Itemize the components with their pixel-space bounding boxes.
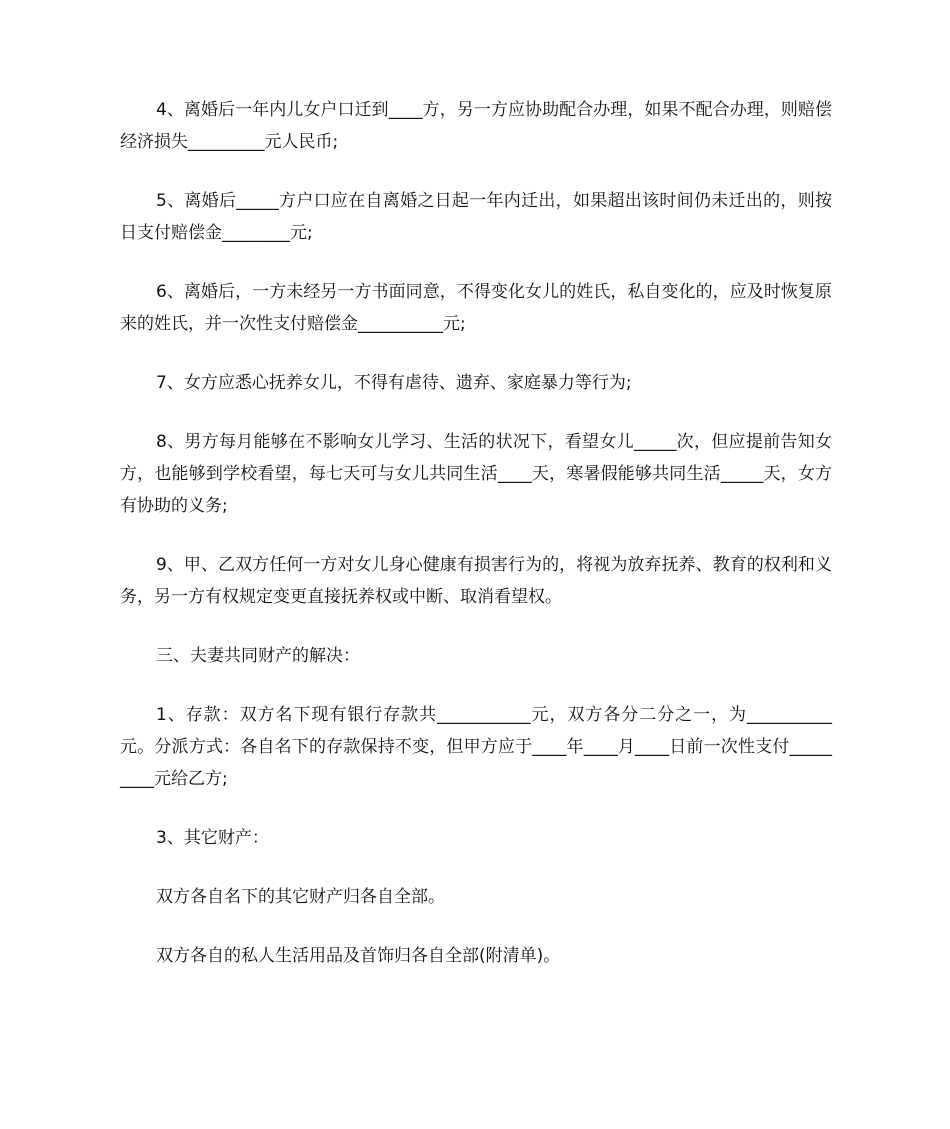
clause-visitation: 8、男方每月能够在不影响女儿学习、生活的状况下，看望女儿_____次，但应提前告知女方，也能够到学校看望，每七天可与女儿共同生活____天，寒暑假能够共同生活_____天，女方有协助的义务; <box>120 432 832 516</box>
paragraph-gap <box>120 795 832 822</box>
paragraph-gap <box>120 158 832 185</box>
clause-hukou-move-out: 5、离婚后_____方户口应在自离婚之日起一年内迁出，如果超出该时间仍未迁出的，则按日支付赔偿金________元; <box>120 191 832 243</box>
paragraph-gap <box>120 399 832 426</box>
document-body <box>120 94 832 972</box>
clause-other-property: 双方各自名下的其它财产归各自全部。 <box>156 887 445 907</box>
paragraph-gap <box>120 522 832 549</box>
clause-harm-forfeit: 9、甲、乙双方任何一方对女儿身心健康有损害行为的，将视为放弃抚养、教育的权利和义务，另一方有权规定变更直接抚养权或中断、取消看望权。 <box>120 555 832 607</box>
paragraph-gap <box>120 854 832 881</box>
clause-savings: 1、存款：双方名下现有银行存款共___________元，双方各分二分之一，为__________元。分派方式：各自名下的存款保持不变，但甲方应于____年____月____日前一次性支付_________元给乙方; <box>120 705 832 789</box>
clause-household-registration: 4、离婚后一年内儿女户口迁到____方，另一方应协助配合办理，如果不配合办理，则赔偿经济损失_________元人民币; <box>120 100 832 152</box>
clause-personal-items: 双方各自的私人生活用品及首饰归各自全部(附清单)。 <box>156 946 561 966</box>
clause-care-duty: 7、女方应悉心抚养女儿，不得有虐待、遗弃、家庭暴力等行为; <box>156 373 632 393</box>
section-heading-property: 三、夫妻共同财产的解决： <box>156 646 360 666</box>
paragraph-gap <box>120 340 832 367</box>
clause-surname: 6、离婚后，一方未经另一方书面同意，不得变化女儿的姓氏，私自变化的，应及时恢复原来的姓氏，并一次性支付赔偿金__________元; <box>120 282 832 334</box>
paragraph-gap <box>120 613 832 640</box>
paragraph-gap <box>120 249 832 276</box>
clause-other-property-heading: 3、其它财产： <box>156 828 269 848</box>
paragraph-gap <box>120 913 832 940</box>
paragraph-gap <box>120 672 832 699</box>
